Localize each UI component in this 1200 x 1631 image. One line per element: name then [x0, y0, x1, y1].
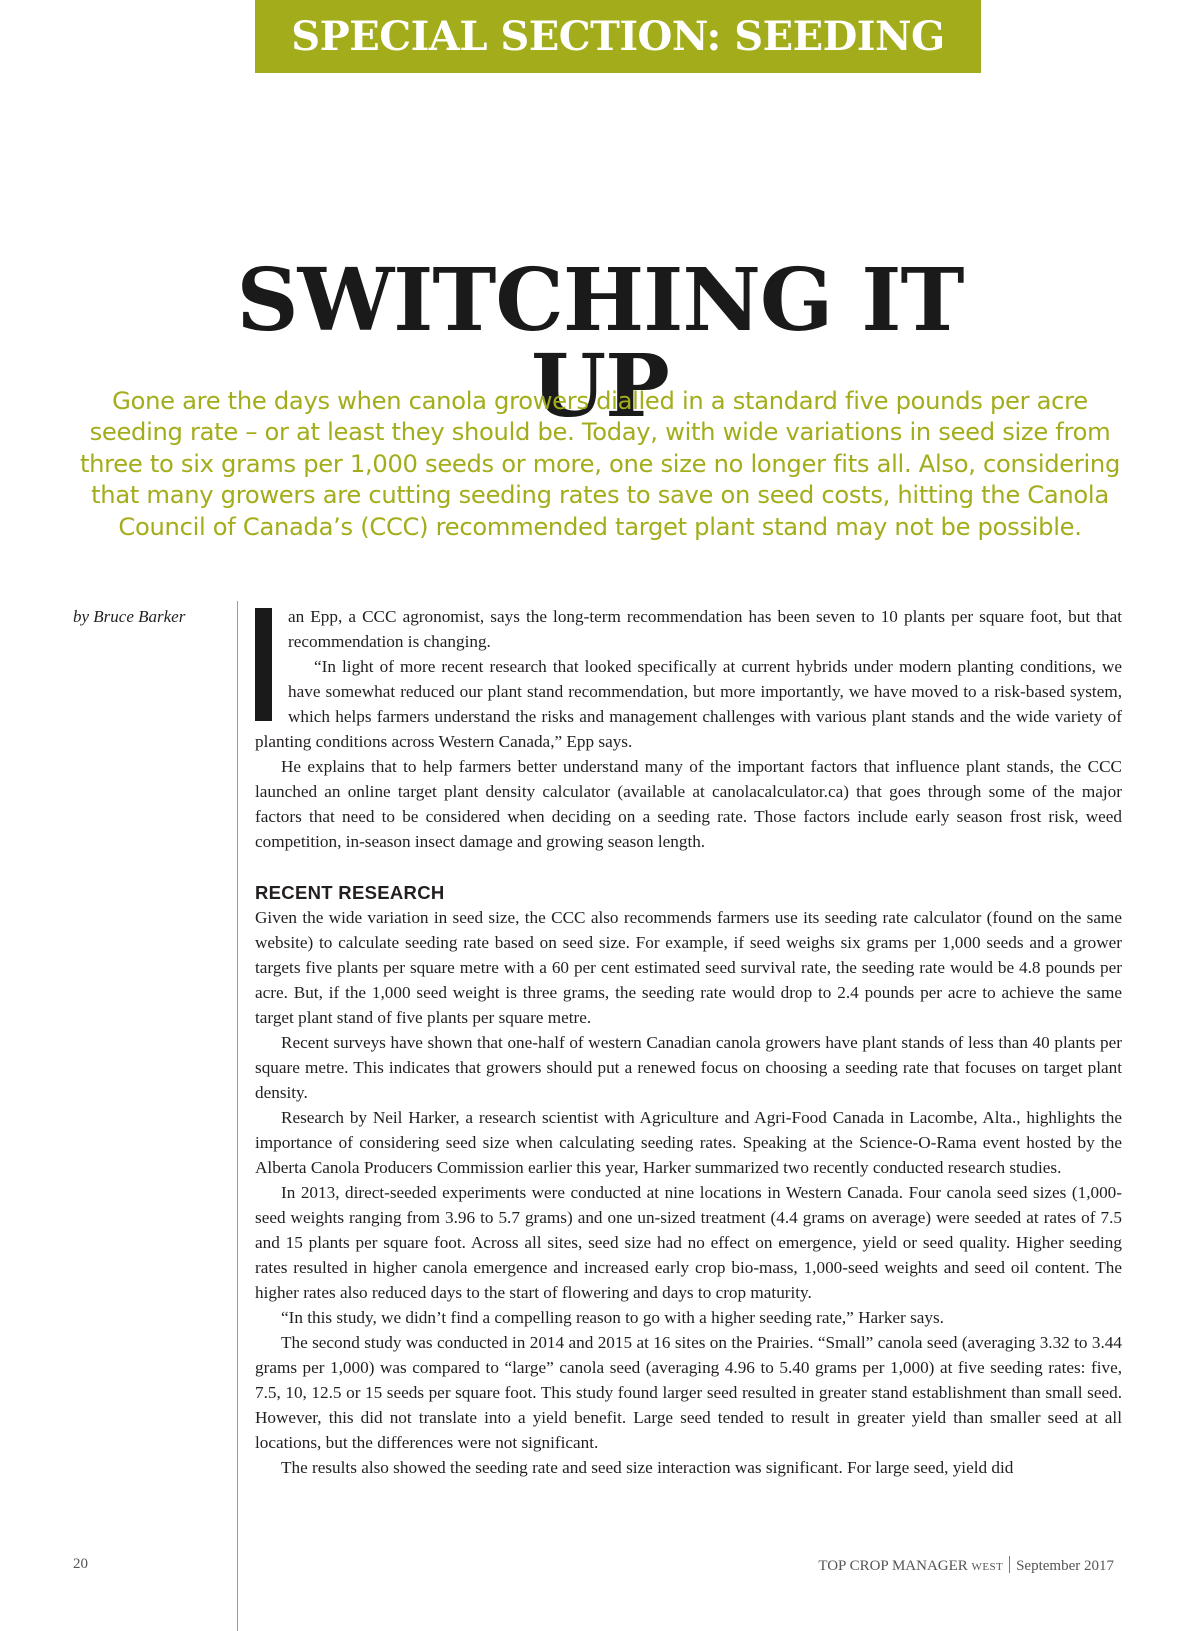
drop-cap	[255, 608, 272, 721]
paragraph: The second study was conducted in 2014 and 2015 at 16 sites on the Prairies. “Small” canola seed (averaging 3.32 to 3.44 grams per 1,000) was compared to “large” canola seed (averaging 4.96 to 5.40 grams per 1,000) at five seeding rates: five, 7.5, 10, 12.5 or 15 seeds per square foot. This study found larger seed resulted in greater stand establishment than small seed. However, this did not translate into a yield benefit. Large seed tended to result in greater yield than smaller seed at all locations, but the differences were not significant.	[255, 1333, 1122, 1452]
byline: by Bruce Barker	[73, 607, 186, 626]
section-banner	[255, 0, 981, 73]
paragraph: Research by Neil Harker, a research scientist with Agriculture and Agri-Food Canada in Lacombe, Alta., highlights the importance of considering seed size when calculating seeding rates. Speaking at the Science-O-Rama event hosted by the Alberta Canola Producers Commission earlier this year, Harker summarized two recently conducted research studies.	[255, 1108, 1122, 1177]
paragraph: “In light of more recent research that looked specifically at current hybrids under modern planting conditions, we have somewhat reduced our plant stand recommendation, but more importantly, we have moved to a risk-based system, which helps farmers understand the risks and management challenges with various plant stands and the wide variety of planting conditions across Western Canada,” Epp says.	[255, 657, 1122, 751]
section-banner-text: SPECIAL SECTION: SEEDING	[291, 13, 945, 60]
paragraph: The results also showed the seeding rate and seed size interaction was significant. For large seed, yield did	[281, 1458, 1014, 1477]
paragraph: In 2013, direct-seeded experiments were conducted at nine locations in Western Canada. Four canola seed sizes (1,000-seed weights ranging from 3.96 to 5.7 grams) and one un-sized treatment (4.4 grams on average) were seeded at rates of 7.5 and 15 plants per square foot. Across all sites, seed size had no effect on emergence, yield or seed quality. Higher seeding rates resulted in higher canola emergence and increased early crop bio-mass, 1,000-seed weights and seed oil content. The higher rates also reduced days to the start of flowering and days to crop maturity.	[255, 1183, 1122, 1302]
footer-separator	[1009, 1556, 1010, 1573]
paragraph-text: an Epp, a CCC agronomist, says the long-term recommendation has been seven to 10 plants per square foot, but that recommendation is changing.	[288, 607, 1122, 651]
publication-footer	[818, 1556, 1114, 1575]
page-number: 20	[73, 1556, 88, 1572]
publication-name: TOP CROP MANAGER	[818, 1558, 968, 1574]
deck-summary: Gone are the days when canola growers dialled in a standard five pounds per acre seeding rate – or at least they should be. Today, with wide variations in seed size from three to six grams per 1,000 seeds or more, one size no longer fits all. Also, considering that many growers are cutting seeding rates to save on seed costs, hitting the Canola Council of Canada’s (CCC) recommended target plant stand may not be possible.	[79, 387, 1121, 541]
issue-date: September 2017	[1016, 1558, 1114, 1574]
column-divider	[237, 601, 238, 1631]
paragraph	[255, 754, 1122, 854]
publication-edition: WEST	[971, 1561, 1004, 1573]
paragraph	[255, 604, 1122, 654]
article-body	[255, 604, 1122, 1480]
paragraph: “In this study, we didn’t find a compelling reason to go with a higher seeding rate,” Harker says.	[281, 1308, 944, 1327]
paragraph: Recent surveys have shown that one-half of western Canadian canola growers have plant stands of less than 40 plants per square metre. This indicates that growers should put a renewed focus on choosing a seeding rate that focuses on target plant density.	[255, 1033, 1122, 1102]
paragraph-text: He explains that to help farmers better understand many of the important factors that influence plant stands, the CCC launched an online target plant density calculator (available at canolacalculator.ca) that goes through some of the major factors that need to be considered when deciding on a seeding rate. Those factors include early season frost risk, weed competition, in-season insect damage and growing season length.	[255, 757, 1122, 851]
headline-line-1: SWITCHING IT	[236, 249, 964, 351]
subhead-recent-research: RECENT RESEARCH	[255, 882, 445, 903]
headline-line-2: UP	[531, 335, 669, 437]
paragraph: Given the wide variation in seed size, the CCC also recommends farmers use its seeding rate calculator (found on the same website) to calculate seeding rate based on seed size. For example, if seed weighs six grams per 1,000 seeds and a grower targets five plants per square metre with a 60 per cent estimated seed survival rate, the seeding rate would be 4.8 pounds per acre. But, if the 1,000 seed weight is three grams, the seeding rate would drop to 2.4 pounds per acre to achieve the same target plant stand of five plants per square metre.	[255, 908, 1122, 1027]
